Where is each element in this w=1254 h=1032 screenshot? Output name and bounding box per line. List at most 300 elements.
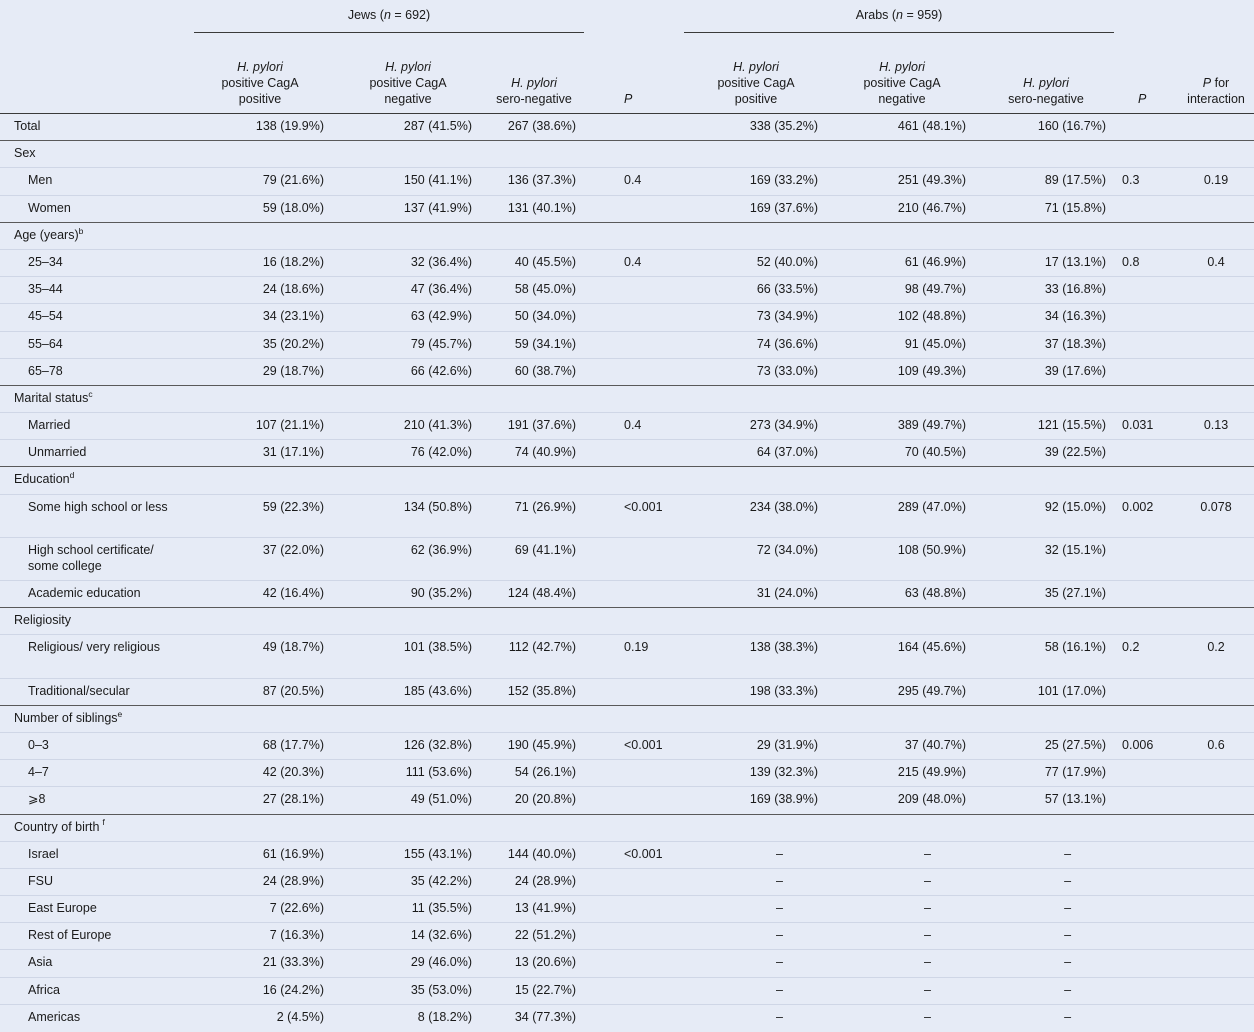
jews-cagA-positive-cell: 16 (24.2%)	[262, 982, 324, 997]
jews-sero-negative-cell: 74 (40.9%)	[514, 445, 576, 460]
jews-cagA-positive-cell: 49 (18.7%)	[262, 640, 324, 655]
arabs-cagA-negative-cell: 91 (45.0%)	[904, 336, 966, 351]
table-row	[0, 114, 1254, 141]
p-interaction-cell	[1178, 114, 1254, 141]
p-interaction-cell	[1178, 923, 1254, 950]
row-label: Americas	[28, 1009, 81, 1024]
table-row	[0, 440, 1254, 467]
arabs-p-cell	[1116, 537, 1178, 580]
jews-cagA-negative-cell	[334, 705, 482, 732]
jews-sero-negative-cell: 69 (41.1%)	[514, 542, 576, 557]
arabs-p-cell: 0.031	[1122, 418, 1154, 433]
jews-p-cell	[586, 977, 684, 1004]
arabs-cagA-negative-cell: –	[924, 982, 931, 997]
row-label: Africa	[28, 982, 60, 997]
table-row	[0, 814, 1254, 841]
arabs-cagA-negative-cell: 109 (49.3%)	[897, 363, 966, 378]
jews-cagA-positive-cell: 35 (20.2%)	[262, 336, 324, 351]
row-label: Men	[28, 173, 53, 188]
jews-p-cell: <0.001	[624, 737, 663, 752]
jews-cagA-positive-cell: 24 (28.9%)	[262, 873, 324, 888]
p-interaction-cell	[1178, 277, 1254, 304]
arabs-cagA-negative-cell: 210 (46.7%)	[897, 200, 966, 215]
jews-p-cell	[586, 222, 684, 249]
arabs-cagA-positive-cell: 73 (34.9%)	[756, 309, 818, 324]
col-arabs-p: P	[1138, 92, 1147, 106]
p-interaction-cell	[1178, 814, 1254, 841]
jews-p-cell	[586, 1004, 684, 1031]
row-label: 45–54	[28, 309, 63, 324]
p-interaction-cell	[1178, 705, 1254, 732]
table-row	[0, 277, 1254, 304]
table-row	[0, 896, 1254, 923]
arabs-p-cell	[1116, 678, 1178, 705]
arabs-p-cell	[1116, 896, 1178, 923]
arabs-cagA-positive-cell: –	[776, 1009, 783, 1024]
jews-cagA-positive-cell	[186, 608, 334, 635]
arabs-sero-negative-cell: –	[1064, 982, 1072, 997]
arabs-sero-negative-cell: 35 (27.1%)	[1044, 586, 1107, 600]
jews-p-cell	[586, 868, 684, 895]
jews-cagA-positive-cell: 31 (17.1%)	[262, 445, 324, 460]
jews-sero-negative-cell	[482, 141, 586, 168]
table-row	[0, 141, 1254, 168]
row-label: Some high school or less	[28, 499, 168, 514]
jews-sero-negative-cell: 71 (26.9%)	[514, 499, 576, 514]
arabs-cagA-positive-cell: –	[776, 955, 783, 970]
jews-cagA-positive-cell: 37 (22.0%)	[262, 542, 324, 557]
jews-cagA-negative-cell: 101 (38.5%)	[403, 640, 472, 655]
arabs-p-cell	[1116, 141, 1178, 168]
jews-cagA-positive-cell: 24 (18.6%)	[262, 282, 324, 297]
jews-sero-negative-cell: 267 (38.6%)	[507, 119, 576, 133]
arabs-cagA-negative-cell: 37 (40.7%)	[904, 737, 966, 752]
col-jews-p: P	[624, 92, 633, 106]
col-p-interaction: P for interaction	[1187, 76, 1245, 106]
jews-cagA-negative-cell: 62 (36.9%)	[410, 542, 472, 557]
jews-sero-negative-cell: 54 (26.1%)	[514, 765, 576, 780]
arabs-cagA-negative-cell: 61 (46.9%)	[904, 254, 966, 269]
section-label: Religiosity	[14, 613, 71, 628]
row-label: Women	[28, 200, 71, 215]
jews-p-cell	[586, 608, 684, 635]
jews-cagA-positive-cell: 42 (20.3%)	[262, 765, 324, 780]
jews-cagA-positive-cell	[186, 467, 334, 494]
row-label: Academic education	[28, 586, 141, 600]
p-interaction-cell	[1178, 950, 1254, 977]
section-label: Education$^d$	[14, 470, 75, 487]
jews-cagA-negative-cell: 155 (43.1%)	[403, 846, 472, 861]
footnote-marker: d	[69, 470, 75, 481]
p-interaction-cell	[1178, 1004, 1254, 1031]
table-row	[0, 923, 1254, 950]
jews-cagA-negative-cell: 11 (35.5%)	[411, 901, 472, 916]
jews-cagA-negative-cell: 79 (45.7%)	[410, 336, 472, 351]
arabs-cagA-positive-cell: 29 (31.9%)	[756, 737, 818, 752]
arabs-sero-negative-cell: 25 (27.5%)	[1044, 737, 1107, 752]
jews-sero-negative-cell: 22 (51.2%)	[514, 928, 576, 943]
arabs-cagA-negative-cell: –	[924, 955, 931, 970]
p-interaction-cell	[1178, 195, 1254, 222]
arabs-cagA-negative-cell: 295 (49.7%)	[897, 683, 966, 698]
table-row	[0, 195, 1254, 222]
jews-sero-negative-cell: 13 (20.6%)	[514, 955, 576, 970]
jews-p-cell: 0.4	[624, 173, 642, 188]
jews-sero-negative-cell: 34 (77.3%)	[514, 1009, 576, 1024]
jews-p-cell	[586, 705, 684, 732]
jews-sero-negative-cell: 13 (41.9%)	[514, 901, 576, 916]
table-row	[0, 413, 1254, 440]
jews-p-cell	[586, 537, 684, 580]
arabs-cagA-negative-cell: 164 (45.6%)	[897, 640, 966, 655]
jews-cagA-positive-cell: 7 (16.3%)	[269, 928, 324, 943]
arabs-p-cell	[1116, 195, 1178, 222]
arabs-p-cell	[1116, 705, 1178, 732]
arabs-cagA-negative-cell: 63 (48.8%)	[904, 586, 966, 600]
table-row	[0, 787, 1254, 814]
arabs-sero-negative-cell: 34 (16.3%)	[1044, 309, 1107, 324]
jews-cagA-negative-cell: 137 (41.9%)	[403, 200, 472, 215]
jews-cagA-negative-cell: 210 (41.3%)	[403, 418, 472, 433]
jews-cagA-positive-cell: 27 (28.1%)	[262, 792, 324, 807]
row-label: Unmarried	[28, 445, 87, 460]
arabs-p-cell	[1116, 787, 1178, 814]
arabs-sero-negative-cell: 92 (15.0%)	[1044, 499, 1107, 514]
arabs-p-cell	[1116, 608, 1178, 635]
arabs-p-cell	[1116, 114, 1178, 141]
table-body	[0, 114, 1254, 1032]
footnote-marker: e	[117, 708, 123, 719]
p-interaction-cell	[1178, 896, 1254, 923]
jews-cagA-negative-cell: 63 (42.9%)	[410, 309, 472, 324]
table-row	[0, 222, 1254, 249]
p-interaction-cell	[1178, 841, 1254, 868]
jews-cagA-negative-cell	[334, 141, 482, 168]
p-interaction-cell	[1178, 608, 1254, 635]
jews-p-cell: 0.4	[624, 418, 642, 433]
section-label: Marital status$^c$	[14, 388, 93, 405]
arabs-cagA-positive-cell: 169 (37.6%)	[749, 200, 818, 215]
jews-cagA-negative-cell	[334, 814, 482, 841]
row-label: High school certificate/ some college	[28, 542, 154, 573]
arabs-sero-negative-cell: –	[1064, 873, 1072, 888]
jews-cagA-positive-cell: 34 (23.1%)	[262, 309, 324, 324]
p-interaction-cell	[1178, 331, 1254, 358]
arabs-p-cell	[1116, 385, 1178, 412]
row-label: Rest of Europe	[28, 928, 112, 943]
jews-cagA-positive-cell: 68 (17.7%)	[262, 737, 324, 752]
table-row	[0, 168, 1254, 195]
jews-cagA-positive-cell: 79 (21.6%)	[262, 173, 324, 188]
jews-cagA-negative-cell: 8 (18.2%)	[417, 1009, 472, 1024]
arabs-sero-negative-cell: 32 (15.1%)	[1044, 542, 1107, 557]
arabs-cagA-negative-cell: 70 (40.5%)	[904, 445, 966, 460]
jews-cagA-positive-cell: 42 (16.4%)	[262, 586, 324, 600]
arabs-cagA-positive-cell: –	[776, 873, 783, 888]
p-interaction-cell	[1178, 358, 1254, 385]
p-interaction-cell	[1178, 222, 1254, 249]
arabs-cagA-positive-cell: 66 (33.5%)	[756, 282, 818, 297]
jews-cagA-negative-cell	[334, 385, 482, 412]
jews-cagA-positive-cell: 7 (22.6%)	[269, 901, 324, 916]
jews-cagA-positive-cell	[186, 222, 334, 249]
jews-cagA-positive-cell: 138 (19.9%)	[255, 119, 324, 133]
arabs-cagA-negative-cell: –	[924, 846, 931, 861]
jews-cagA-positive-cell: 59 (18.0%)	[262, 200, 324, 215]
arabs-p-cell	[1116, 814, 1178, 841]
row-label: 35–44	[28, 282, 63, 297]
table-row	[0, 581, 1254, 608]
footnote-marker: f	[102, 817, 105, 828]
jews-sero-negative-cell	[482, 222, 586, 249]
jews-sero-negative-cell: 152 (35.8%)	[507, 683, 576, 698]
arabs-p-cell	[1116, 923, 1178, 950]
jews-cagA-positive-cell	[186, 705, 334, 732]
jews-sero-negative-cell: 59 (34.1%)	[514, 336, 576, 351]
jews-cagA-negative-cell: 111 (53.6%)	[405, 765, 472, 780]
jews-cagA-negative-cell: 90 (35.2%)	[410, 586, 472, 600]
jews-cagA-negative-cell: 35 (42.2%)	[410, 873, 472, 888]
jews-group-label: Jews (n = 692)	[347, 8, 431, 22]
footnote-marker: c	[88, 388, 93, 399]
arabs-cagA-positive-cell: 198 (33.3%)	[749, 683, 818, 698]
arabs-p-cell	[1116, 760, 1178, 787]
arabs-p-cell	[1116, 868, 1178, 895]
arabs-cagA-negative-cell	[828, 385, 976, 412]
arabs-cagA-negative-cell: 389 (49.7%)	[897, 418, 966, 433]
jews-sero-negative-cell: 190 (45.9%)	[507, 737, 576, 752]
arabs-sero-negative-cell: –	[1064, 1009, 1072, 1024]
table-header	[0, 0, 1254, 114]
arabs-sero-negative-cell	[976, 141, 1116, 168]
arabs-sero-negative-cell: 71 (15.8%)	[1044, 200, 1107, 215]
arabs-p-cell	[1116, 581, 1178, 608]
table-row	[0, 358, 1254, 385]
jews-cagA-negative-cell: 287 (41.5%)	[403, 119, 472, 133]
arabs-sero-negative-cell: 39 (17.6%)	[1044, 363, 1107, 378]
table-row	[0, 537, 1254, 580]
arabs-cagA-positive-cell: 273 (34.9%)	[749, 418, 818, 433]
table-row	[0, 678, 1254, 705]
jews-p-cell	[586, 760, 684, 787]
table-row	[0, 385, 1254, 412]
arabs-cagA-positive-cell: –	[776, 928, 783, 943]
arabs-cagA-negative-cell	[828, 467, 976, 494]
row-label: 65–78	[28, 363, 63, 378]
table-row	[0, 1004, 1254, 1031]
table-row	[0, 950, 1254, 977]
arabs-cagA-negative-cell: –	[924, 901, 931, 916]
jews-p-cell: <0.001	[624, 846, 663, 861]
jews-p-cell: 0.4	[624, 254, 642, 269]
arabs-group-header	[684, 0, 1116, 33]
col-jews-cagA-negative: H. pylori positive CagA negative	[369, 60, 447, 106]
row-label: 55–64	[28, 336, 63, 351]
row-label: 0–3	[28, 737, 49, 752]
footnote-marker: b	[78, 225, 84, 236]
arabs-p-cell: 0.8	[1122, 254, 1140, 269]
arabs-sero-negative-cell: 39 (22.5%)	[1044, 445, 1107, 460]
p-interaction-cell	[1178, 760, 1254, 787]
p-interaction-cell: 0.078	[1200, 499, 1232, 514]
jews-cagA-negative-cell: 35 (53.0%)	[410, 982, 472, 997]
jews-p-cell	[586, 195, 684, 222]
arabs-sero-negative-cell	[976, 467, 1116, 494]
arabs-p-cell	[1116, 358, 1178, 385]
arabs-sero-negative-cell: –	[1064, 928, 1072, 943]
jews-sero-negative-cell: 131 (40.1%)	[507, 200, 576, 215]
p-interaction-cell	[1178, 537, 1254, 580]
jews-p-cell	[586, 787, 684, 814]
table-row	[0, 732, 1254, 759]
arabs-cagA-positive-cell: 64 (37.0%)	[756, 445, 818, 460]
p-interaction-cell	[1178, 440, 1254, 467]
arabs-cagA-negative-cell: –	[924, 928, 931, 943]
jews-cagA-positive-cell: 21 (33.3%)	[262, 955, 324, 970]
arabs-p-cell: 0.3	[1122, 173, 1140, 188]
jews-p-cell	[586, 581, 684, 608]
jews-cagA-positive-cell: 87 (20.5%)	[262, 683, 324, 698]
arabs-p-cell: 0.002	[1122, 499, 1154, 514]
jews-p-cell	[586, 440, 684, 467]
jews-cagA-positive-cell: 16 (18.2%)	[262, 254, 324, 269]
arabs-sero-negative-cell: 57 (13.1%)	[1044, 792, 1107, 807]
jews-cagA-positive-cell	[186, 814, 334, 841]
arabs-cagA-positive-cell: 74 (36.6%)	[756, 336, 818, 351]
jews-p-cell	[586, 304, 684, 331]
jews-cagA-positive-cell: 59 (22.3%)	[262, 499, 324, 514]
jews-p-cell	[586, 385, 684, 412]
table-row	[0, 494, 1254, 537]
jews-cagA-negative-cell	[334, 222, 482, 249]
arabs-cagA-positive-cell: –	[776, 901, 783, 916]
p-interaction-cell	[1178, 678, 1254, 705]
arabs-p-cell: 0.006	[1122, 737, 1154, 752]
jews-cagA-positive-cell	[186, 141, 334, 168]
jews-cagA-negative-cell: 150 (41.1%)	[403, 173, 472, 188]
jews-sero-negative-cell: 40 (45.5%)	[514, 254, 576, 269]
arabs-cagA-positive-cell	[684, 705, 828, 732]
jews-p-cell	[586, 950, 684, 977]
jews-cagA-negative-cell: 47 (36.4%)	[410, 282, 472, 297]
p-interaction-cell	[1178, 304, 1254, 331]
jews-cagA-negative-cell: 49 (51.0%)	[410, 792, 472, 807]
jews-cagA-negative-cell: 126 (32.8%)	[403, 737, 472, 752]
arabs-cagA-negative-cell: –	[924, 873, 931, 888]
p-interaction-cell: 0.19	[1203, 173, 1229, 188]
arabs-cagA-positive-cell: 338 (35.2%)	[749, 119, 818, 133]
row-label: Israel	[28, 846, 59, 861]
table-row	[0, 841, 1254, 868]
arabs-cagA-negative-cell: 209 (48.0%)	[897, 792, 966, 807]
arabs-cagA-positive-cell: –	[776, 982, 783, 997]
row-label: East Europe	[28, 901, 97, 916]
row-label: Total	[14, 119, 41, 133]
arabs-cagA-positive-cell: 52 (40.0%)	[756, 254, 818, 269]
arabs-cagA-positive-cell: 169 (38.9%)	[749, 792, 818, 807]
arabs-cagA-positive-cell: 169 (33.2%)	[749, 173, 818, 188]
jews-p-cell	[586, 114, 684, 141]
arabs-cagA-negative-cell: 289 (47.0%)	[897, 499, 966, 514]
col-arabs-cagA-positive: H. pylori positive CagA positive	[717, 60, 795, 106]
arabs-cagA-negative-cell	[828, 814, 976, 841]
arabs-cagA-positive-cell	[684, 222, 828, 249]
jews-sero-negative-cell: 112 (42.7%)	[508, 640, 576, 655]
p-interaction-cell	[1178, 581, 1254, 608]
jews-cagA-negative-cell	[334, 608, 482, 635]
row-label: Religious/ very religious	[28, 640, 161, 655]
arabs-sero-negative-cell: –	[1064, 955, 1072, 970]
arabs-p-cell	[1116, 467, 1178, 494]
col-arabs-sero-negative: H. pylori sero-negative	[1008, 76, 1084, 106]
arabs-p-cell: 0.2	[1122, 640, 1140, 655]
arabs-sero-negative-cell: 89 (17.5%)	[1044, 173, 1107, 188]
arabs-sero-negative-cell	[976, 385, 1116, 412]
jews-group-header	[186, 0, 586, 33]
arabs-cagA-positive-cell	[684, 385, 828, 412]
arabs-p-cell	[1116, 1004, 1178, 1031]
arabs-cagA-negative-cell	[828, 141, 976, 168]
col-jews-sero-negative: H. pylori sero-negative	[496, 76, 572, 106]
p-interaction-cell	[1178, 868, 1254, 895]
row-label: 25–34	[28, 254, 63, 269]
arabs-cagA-negative-cell: 102 (48.8%)	[897, 309, 966, 324]
jews-cagA-negative-cell: 29 (46.0%)	[410, 955, 472, 970]
row-label: Married	[28, 418, 71, 433]
arabs-cagA-positive-cell: 73 (33.0%)	[756, 363, 818, 378]
col-arabs-cagA-negative: H. pylori positive CagA negative	[863, 60, 941, 106]
arabs-cagA-negative-cell: 108 (50.9%)	[897, 542, 966, 557]
jews-cagA-negative-cell: 134 (50.8%)	[403, 499, 472, 514]
table-row	[0, 635, 1254, 678]
jews-cagA-negative-cell: 76 (42.0%)	[410, 445, 472, 460]
arabs-p-cell	[1116, 304, 1178, 331]
jews-cagA-positive-cell: 29 (18.7%)	[262, 363, 324, 378]
jews-sero-negative-cell: 136 (37.3%)	[507, 173, 576, 188]
arabs-sero-negative-cell: –	[1064, 846, 1072, 861]
jews-sero-negative-cell: 124 (48.4%)	[507, 586, 576, 600]
row-label: Traditional/secular	[28, 683, 130, 698]
p-interaction-cell: 0.6	[1207, 737, 1225, 752]
arabs-group-label: Arabs (n = 959)	[855, 8, 943, 22]
arabs-cagA-positive-cell: 31 (24.0%)	[756, 586, 818, 600]
jews-p-cell	[586, 814, 684, 841]
arabs-cagA-negative-cell: 215 (49.9%)	[897, 765, 966, 780]
p-interaction-cell: 0.2	[1207, 640, 1225, 655]
jews-cagA-negative-cell: 14 (32.6%)	[410, 928, 472, 943]
table-row	[0, 977, 1254, 1004]
p-interaction-cell	[1178, 977, 1254, 1004]
arabs-sero-negative-cell: 77 (17.9%)	[1044, 765, 1107, 780]
table-row	[0, 331, 1254, 358]
arabs-cagA-negative-cell: –	[924, 1009, 931, 1024]
arabs-sero-negative-cell	[976, 705, 1116, 732]
jews-cagA-positive-cell: 107 (21.1%)	[255, 418, 324, 433]
arabs-cagA-negative-cell: 251 (49.3%)	[897, 173, 966, 188]
jews-sero-negative-cell: 60 (38.7%)	[514, 363, 576, 378]
row-label: FSU	[28, 873, 53, 888]
jews-sero-negative-cell: 58 (45.0%)	[514, 282, 576, 297]
arabs-sero-negative-cell: 160 (16.7%)	[1037, 119, 1107, 133]
jews-cagA-negative-cell: 66 (42.6%)	[410, 363, 472, 378]
jews-p-cell	[586, 678, 684, 705]
table-row	[0, 705, 1254, 732]
table-row	[0, 467, 1254, 494]
jews-sero-negative-cell	[482, 705, 586, 732]
jews-sero-negative-cell	[482, 608, 586, 635]
jews-sero-negative-cell: 15 (22.7%)	[514, 982, 576, 997]
p-interaction-cell	[1178, 467, 1254, 494]
